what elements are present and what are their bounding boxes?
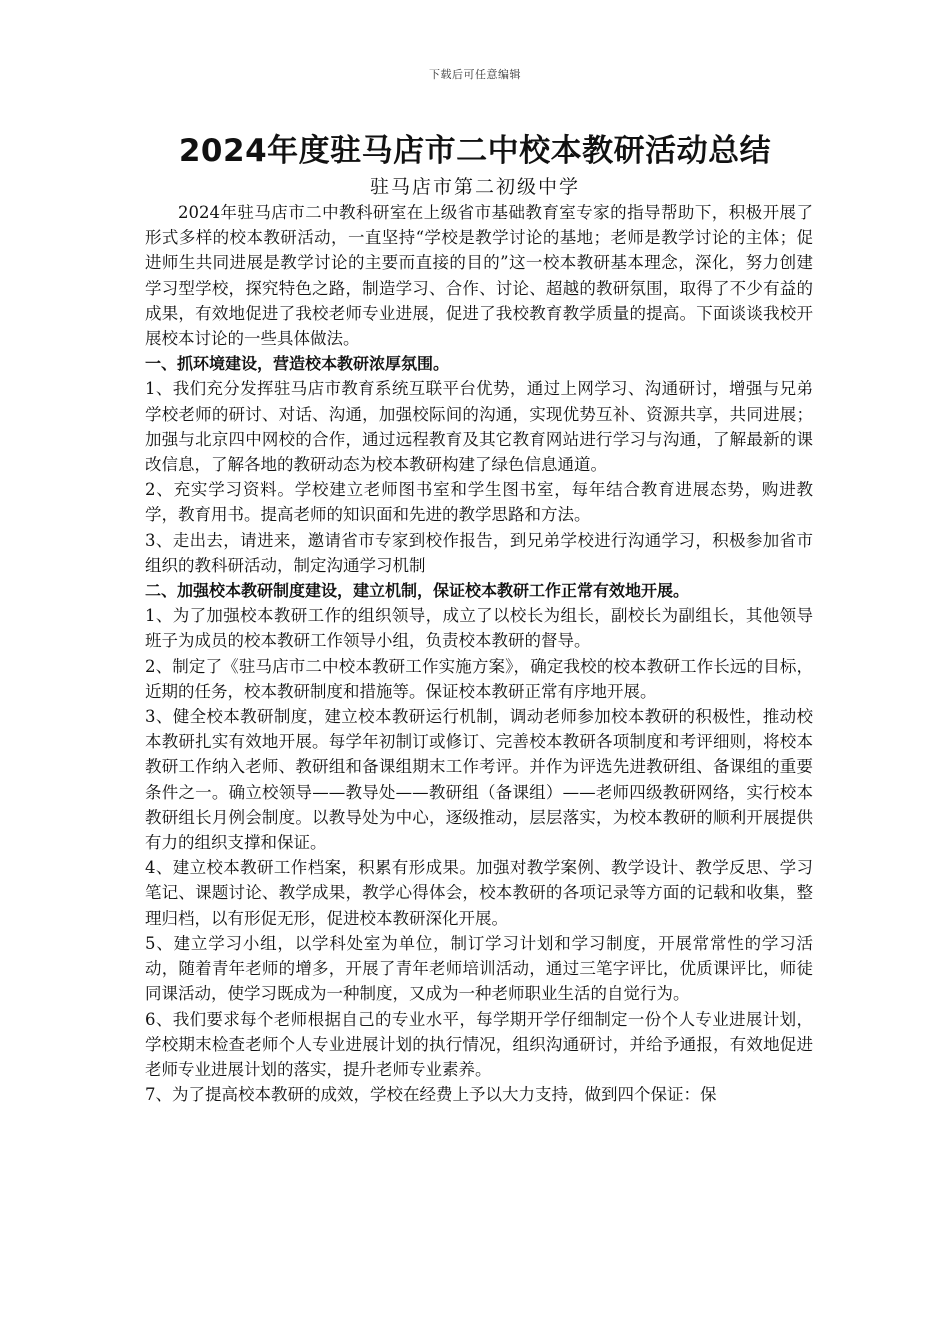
intro-paragraph: 2024年驻马店市二中教科研室在上级省市基础教育室专家的指导帮助下，积极开展了形式多样的校本教研活动，一直坚持“学校是教学讨论的基地；老师是教学讨论的主体；促进师生共同进展是教学讨论的主要而直接的目的”这一校本教研基本理念，深化，努力创建学习型学校，探究特色之路，制造学习、合作、讨论、超越的教研氛围，取得了不少有益的成果，有效地促进了我校老师专业进展，促进了我校教育教学质量的提高。下面谈谈我校开展校本讨论的一些具体做法。 (145, 203, 813, 349)
document-body (145, 200, 813, 1107)
section-heading-2: 二、加强校本教研制度建设，建立机制，保证校本教研工作正常有效地开展。 (145, 581, 690, 601)
document-title: 2024年度驻马店市二中校本教研活动总结 (178, 133, 772, 169)
list-item: 5、建立学习小组，以学科处室为单位，制订学习计划和学习制度，开展常常性的学习活动，随着青年老师的增多，开展了青年老师培训活动，通过三笔字评比，优质课评比，师徒同课活动，使学习既成为一种制度，又成为一种老师职业生活的自觉行为。 (145, 933, 813, 1004)
list-item: 3、走出去，请进来，邀请省市专家到校作报告，到兄弟学校进行沟通学习，积极参加省市组织的教科研活动，制定沟通学习机制 (145, 530, 813, 575)
document-subtitle: 驻马店市第二初级中学 (369, 176, 580, 198)
header-note: 下载后可任意编辑 (429, 68, 521, 81)
list-item: 2、充实学习资料。学校建立老师图书室和学生图书室，每年结合教育进展态势，购进教学，教育用书。提高老师的知识面和先进的教学思路和方法。 (145, 480, 813, 525)
list-item: 1、为了加强校本教研工作的组织领导，成立了以校长为组长，副校长为副组长，其他领导班子为成员的校本教研工作领导小组，负责校本教研的督导。 (145, 606, 813, 651)
list-item: 7、为了提高校本教研的成效，学校在经费上予以大力支持，做到四个保证：保 (145, 1085, 717, 1105)
list-item: 1、我们充分发挥驻马店市教育系统互联平台优势，通过上网学习、沟通研讨，增强与兄弟学校老师的研讨、对话、沟通，加强校际间的沟通，实现优势互补、资源共享，共同进展；加强与北京四中网校的合作，通过远程教育及其它教育网站进行学习与沟通，了解最新的课改信息，了解各地的教研动态为校本教研构建了绿色信息通道。 (145, 379, 813, 475)
list-item: 2、制定了《驻马店市二中校本教研工作实施方案》，确定我校的校本教研工作长远的目标，近期的任务，校本教研制度和措施等。保证校本教研正常有序地开展。 (145, 656, 813, 701)
list-item: 6、我们要求每个老师根据自己的专业水平，每学期开学仔细制定一份个人专业进展计划，学校期末检查老师个人专业进展计划的执行情况，组织沟通研讨，并给予通报，有效地促进老师专业进展计划的落实，提升老师专业素养。 (145, 1009, 813, 1079)
section-heading-1: 一、抓环境建设，营造校本教研浓厚氛围。 (145, 354, 450, 374)
list-item: 3、健全校本教研制度，建立校本教研运行机制，调动老师参加校本教研的积极性，推动校本教研扎实有效地开展。每学年初制订或修订、完善校本教研各项制度和考评细则，将校本教研工作纳入老师、教研组和备课组期末工作考评。并作为评选先进教研组、备课组的重要条件之一。确立校领导——教导处——教研组（备课组）——老师四级教研网络，实行校本教研组长月例会制度。以教导处为中心，逐级推动，层层落实，为校本教研的顺利开展提供有力的组织支撑和保证。 (145, 707, 813, 853)
list-item: 4、建立校本教研工作档案，积累有形成果。加强对教学案例、教学设计、教学反思、学习笔记、课题讨论、教学成果，教学心得体会，校本教研的各项记录等方面的记载和收集，整理归档，以有形促无形，促进校本教研深化开展。 (145, 858, 813, 928)
